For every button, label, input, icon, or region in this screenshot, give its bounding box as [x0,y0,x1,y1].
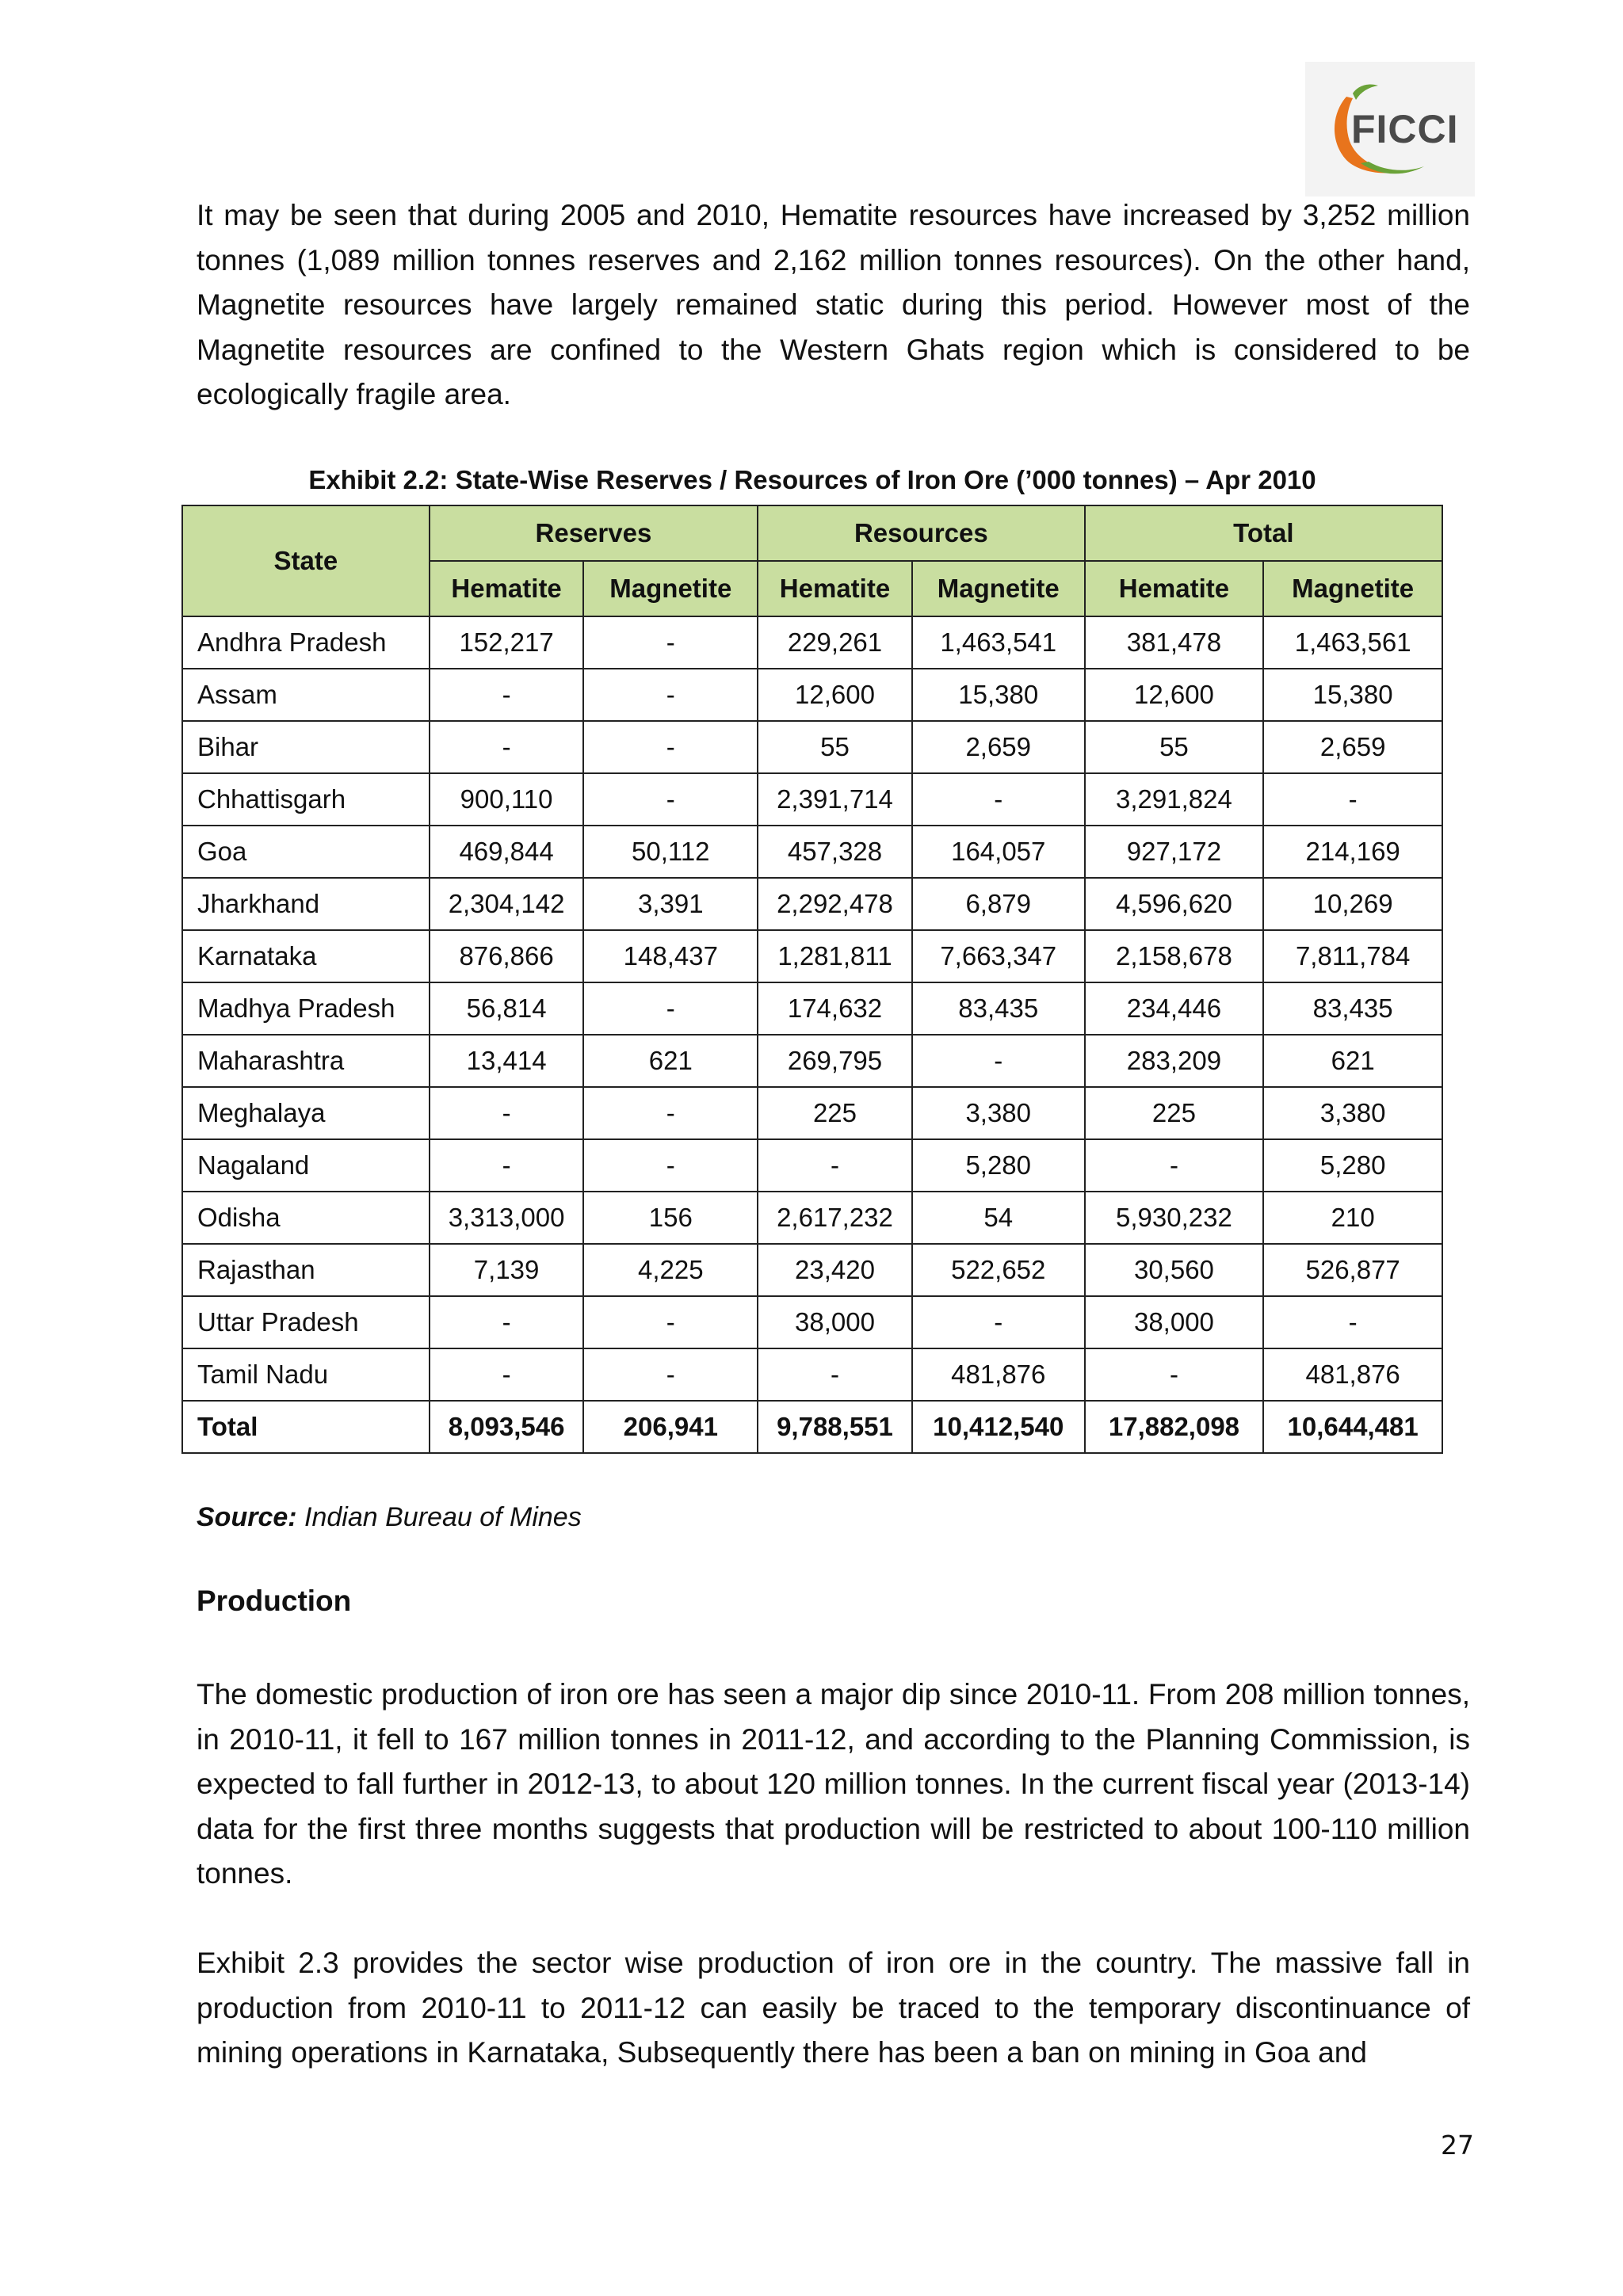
reserves-magnetite-cell: 156 [583,1192,758,1244]
resources-magnetite-cell: 6,879 [912,878,1085,930]
state-cell: Odisha [182,1192,430,1244]
total-magnetite-cell: 5,280 [1263,1139,1442,1192]
header-total-hematite: Hematite [1085,561,1264,616]
total-magnetite-cell: 10,269 [1263,878,1442,930]
total-magnetite-cell: 526,877 [1263,1244,1442,1296]
reserves-hematite-cell: 56,814 [430,982,584,1035]
state-cell: Meghalaya [182,1087,430,1139]
reserves-hematite-cell: - [430,669,584,721]
iron-ore-reserves-table [181,505,1443,1454]
resources-magnetite-cell: 5,280 [912,1139,1085,1192]
table-row [182,669,1442,721]
total-resources-magnetite-cell: 10,412,540 [912,1401,1085,1453]
source-label: Source: [197,1502,297,1532]
resources-magnetite-cell: - [912,1035,1085,1087]
production-paragraph: The domestic production of iron ore has seen a major dip since 2010-11. From 208 million tonnes, in 2010-11, it fell to 167 million tonnes in 2011-12, and according to the Planning Commission, is expected to fall further in 2012-13, to about 120 million tonnes. In the current fiscal year (2013-14) data for the first three months suggests that production will be restricted to about 100-110 million tonnes. [197,1678,1470,1890]
header-state: State [182,505,430,616]
resources-hematite-cell: 174,632 [758,982,912,1035]
table-row [182,878,1442,930]
resources-hematite-cell: - [758,1348,912,1401]
state-cell: Andhra Pradesh [182,616,430,669]
total-hematite-cell: 2,158,678 [1085,930,1264,982]
resources-magnetite-cell: 3,380 [912,1087,1085,1139]
resources-hematite-cell: 225 [758,1087,912,1139]
table-row [182,1035,1442,1087]
reserves-magnetite-cell: - [583,1348,758,1401]
resources-hematite-cell: 38,000 [758,1296,912,1348]
header-reserves-magnetite: Magnetite [583,561,758,616]
total-hematite-cell: 381,478 [1085,616,1264,669]
reserves-hematite-cell: 7,139 [430,1244,584,1296]
ficci-logo [1305,62,1475,196]
resources-magnetite-cell: 164,057 [912,826,1085,878]
exhibit-2-3-paragraph: Exhibit 2.3 provides the sector wise production of iron ore in the country. The massive fall in production from 2010-11 to 2011-12 can easily be traced to the temporary discontinuance of mining operations in Karnataka, Subsequently there has been a ban on mining in Goa and [197,1947,1470,2069]
source-text: Indian Bureau of Mines [304,1502,582,1532]
total-magnetite-cell: 621 [1263,1035,1442,1087]
total-hematite-cell: 12,600 [1085,669,1264,721]
reserves-hematite-cell: 3,313,000 [430,1192,584,1244]
table-source [197,1502,582,1533]
reserves-magnetite-cell: 148,437 [583,930,758,982]
resources-magnetite-cell: - [912,773,1085,826]
state-cell: Bihar [182,721,430,773]
reserves-magnetite-cell: - [583,773,758,826]
state-cell: Chhattisgarh [182,773,430,826]
table-row [182,1348,1442,1401]
total-magnetite-cell: 1,463,561 [1263,616,1442,669]
grand-total-hematite-cell: 17,882,098 [1085,1401,1264,1453]
total-magnetite-cell: 7,811,784 [1263,930,1442,982]
reserves-hematite-cell: 13,414 [430,1035,584,1087]
grand-total-magnetite-cell: 10,644,481 [1263,1401,1442,1453]
reserves-magnetite-cell: 50,112 [583,826,758,878]
resources-magnetite-cell: 15,380 [912,669,1085,721]
intro-paragraph: It may be seen that during 2005 and 2010, Hematite resources have increased by 3,252 million tonnes (1,089 million tonnes reserves and 2,162 million tonnes resources). On the other hand, Magnetite resources have largely remained static during this period. However most of the Magnetite resources are confined to the Western Ghats region which is considered to be ecologically fragile area. [197,199,1470,410]
total-hematite-cell: 234,446 [1085,982,1264,1035]
total-magnetite-cell: 3,380 [1263,1087,1442,1139]
total-hematite-cell: 38,000 [1085,1296,1264,1348]
resources-magnetite-cell: 54 [912,1192,1085,1244]
header-total: Total [1085,505,1442,561]
header-resources-magnetite: Magnetite [912,561,1085,616]
resources-magnetite-cell: 7,663,347 [912,930,1085,982]
header-resources-hematite: Hematite [758,561,912,616]
state-cell: Maharashtra [182,1035,430,1087]
resources-hematite-cell: 55 [758,721,912,773]
reserves-hematite-cell: - [430,1296,584,1348]
state-cell: Uttar Pradesh [182,1296,430,1348]
total-hematite-cell: 55 [1085,721,1264,773]
table-row [182,930,1442,982]
reserves-magnetite-cell: - [583,669,758,721]
table-row [182,773,1442,826]
resources-hematite-cell: - [758,1139,912,1192]
reserves-magnetite-cell: - [583,721,758,773]
header-reserves-hematite: Hematite [430,561,584,616]
table-row [182,1296,1442,1348]
resources-magnetite-cell: 1,463,541 [912,616,1085,669]
resources-magnetite-cell: 83,435 [912,982,1085,1035]
resources-hematite-cell: 2,617,232 [758,1192,912,1244]
state-cell: Rajasthan [182,1244,430,1296]
reserves-hematite-cell: 469,844 [430,826,584,878]
exhibit-caption: Exhibit 2.2: State-Wise Reserves / Resources of Iron Ore (’000 tonnes) – Apr 2010 [308,465,1316,494]
total-hematite-cell: 927,172 [1085,826,1264,878]
reserves-magnetite-cell: - [583,616,758,669]
state-cell: Madhya Pradesh [182,982,430,1035]
reserves-magnetite-cell: 3,391 [583,878,758,930]
total-resources-hematite-cell: 9,788,551 [758,1401,912,1453]
total-magnetite-cell: - [1263,773,1442,826]
header-resources: Resources [758,505,1085,561]
total-hematite-cell: 3,291,824 [1085,773,1264,826]
reserves-hematite-cell: 152,217 [430,616,584,669]
resources-magnetite-cell: 481,876 [912,1348,1085,1401]
resources-hematite-cell: 1,281,811 [758,930,912,982]
reserves-hematite-cell: - [430,1087,584,1139]
total-magnetite-cell: 210 [1263,1192,1442,1244]
total-magnetite-cell: 15,380 [1263,669,1442,721]
state-cell: Karnataka [182,930,430,982]
table-row [182,1192,1442,1244]
resources-hematite-cell: 12,600 [758,669,912,721]
reserves-hematite-cell: - [430,721,584,773]
reserves-magnetite-cell: - [583,1087,758,1139]
production-heading: Production [197,1585,352,1617]
reserves-hematite-cell: - [430,1348,584,1401]
table-row [182,1087,1442,1139]
reserves-hematite-cell: 2,304,142 [430,878,584,930]
table-row [182,721,1442,773]
state-cell: Tamil Nadu [182,1348,430,1401]
total-hematite-cell: - [1085,1348,1264,1401]
reserves-hematite-cell: 900,110 [430,773,584,826]
state-cell: Jharkhand [182,878,430,930]
total-reserves-hematite-cell: 8,093,546 [430,1401,584,1453]
total-hematite-cell: 225 [1085,1087,1264,1139]
total-magnetite-cell: 2,659 [1263,721,1442,773]
total-label-cell: Total [182,1401,430,1453]
reserves-magnetite-cell: - [583,1139,758,1192]
reserves-magnetite-cell: 621 [583,1035,758,1087]
header-total-magnetite: Magnetite [1263,561,1442,616]
reserves-magnetite-cell: 4,225 [583,1244,758,1296]
table-row [182,1244,1442,1296]
total-magnetite-cell: 83,435 [1263,982,1442,1035]
resources-hematite-cell: 229,261 [758,616,912,669]
ficci-logo-text: FICCI [1351,107,1459,151]
resources-hematite-cell: 457,328 [758,826,912,878]
total-hematite-cell: - [1085,1139,1264,1192]
table-total-row [182,1401,1442,1453]
table-row [182,982,1442,1035]
resources-hematite-cell: 23,420 [758,1244,912,1296]
table-row [182,616,1442,669]
resources-hematite-cell: 2,391,714 [758,773,912,826]
total-magnetite-cell: - [1263,1296,1442,1348]
header-reserves: Reserves [430,505,758,561]
total-hematite-cell: 4,596,620 [1085,878,1264,930]
table-row [182,1139,1442,1192]
reserves-magnetite-cell: - [583,982,758,1035]
resources-magnetite-cell: 2,659 [912,721,1085,773]
total-reserves-magnetite-cell: 206,941 [583,1401,758,1453]
total-magnetite-cell: 214,169 [1263,826,1442,878]
reserves-hematite-cell: - [430,1139,584,1192]
state-cell: Assam [182,669,430,721]
state-cell: Goa [182,826,430,878]
total-hematite-cell: 5,930,232 [1085,1192,1264,1244]
resources-magnetite-cell: - [912,1296,1085,1348]
total-hematite-cell: 30,560 [1085,1244,1264,1296]
page-number: 27 [1441,2130,1474,2161]
reserves-magnetite-cell: - [583,1296,758,1348]
reserves-hematite-cell: 876,866 [430,930,584,982]
resources-hematite-cell: 2,292,478 [758,878,912,930]
table-row [182,826,1442,878]
resources-magnetite-cell: 522,652 [912,1244,1085,1296]
resources-hematite-cell: 269,795 [758,1035,912,1087]
state-cell: Nagaland [182,1139,430,1192]
total-magnetite-cell: 481,876 [1263,1348,1442,1401]
total-hematite-cell: 283,209 [1085,1035,1264,1087]
